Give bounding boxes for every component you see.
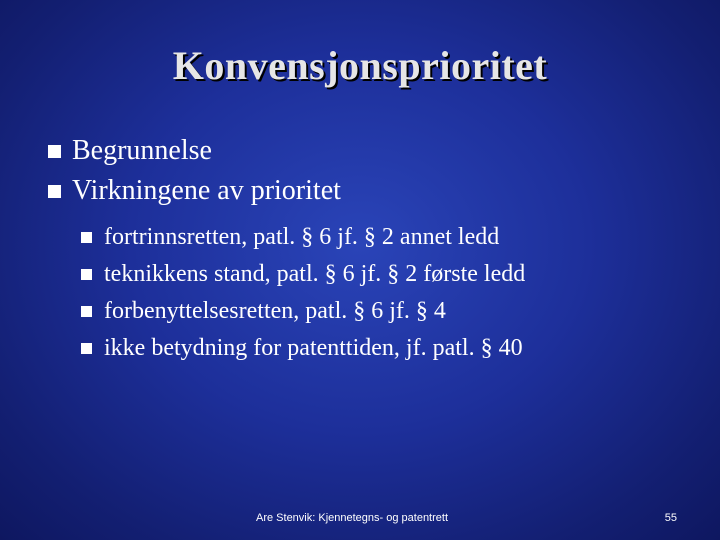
bullet-text: Virkningene av prioritet: [72, 175, 341, 206]
bullet-item: [48, 132, 688, 172]
sub-bullet-item: [48, 220, 688, 257]
sub-bullet-text: ikke betydning for patenttiden, jf. patl. § 40: [104, 335, 523, 361]
bullet-item: [48, 172, 688, 212]
sub-bullet-text: fortrinnsretten, patl. § 6 jf. § 2 annet ledd: [104, 224, 500, 250]
sub-bullet-text: forbenyttelsesretten, patl. § 6 jf. § 4: [104, 298, 446, 324]
page-number: 55: [664, 512, 677, 524]
sub-bullet-list: [48, 220, 688, 368]
sub-bullet-item: [48, 331, 688, 368]
slide-footer: [0, 512, 720, 532]
slide-title: Konvensjonsprioritet: [172, 43, 548, 88]
bullet-text: Begrunnelse: [72, 135, 212, 166]
sub-bullet-item: [48, 294, 688, 331]
square-bullet-icon: [48, 185, 61, 198]
square-bullet-icon: [81, 306, 92, 317]
bullet-list: [48, 132, 688, 368]
square-bullet-icon: [48, 145, 61, 158]
sub-bullet-text: teknikkens stand, patl. § 6 jf. § 2 første ledd: [104, 261, 526, 287]
square-bullet-icon: [81, 232, 92, 243]
square-bullet-icon: [81, 269, 92, 280]
sub-bullet-item: [48, 257, 688, 294]
footer-text: Are Stenvik: Kjennetegns- og patentrett: [256, 512, 449, 524]
square-bullet-icon: [81, 343, 92, 354]
